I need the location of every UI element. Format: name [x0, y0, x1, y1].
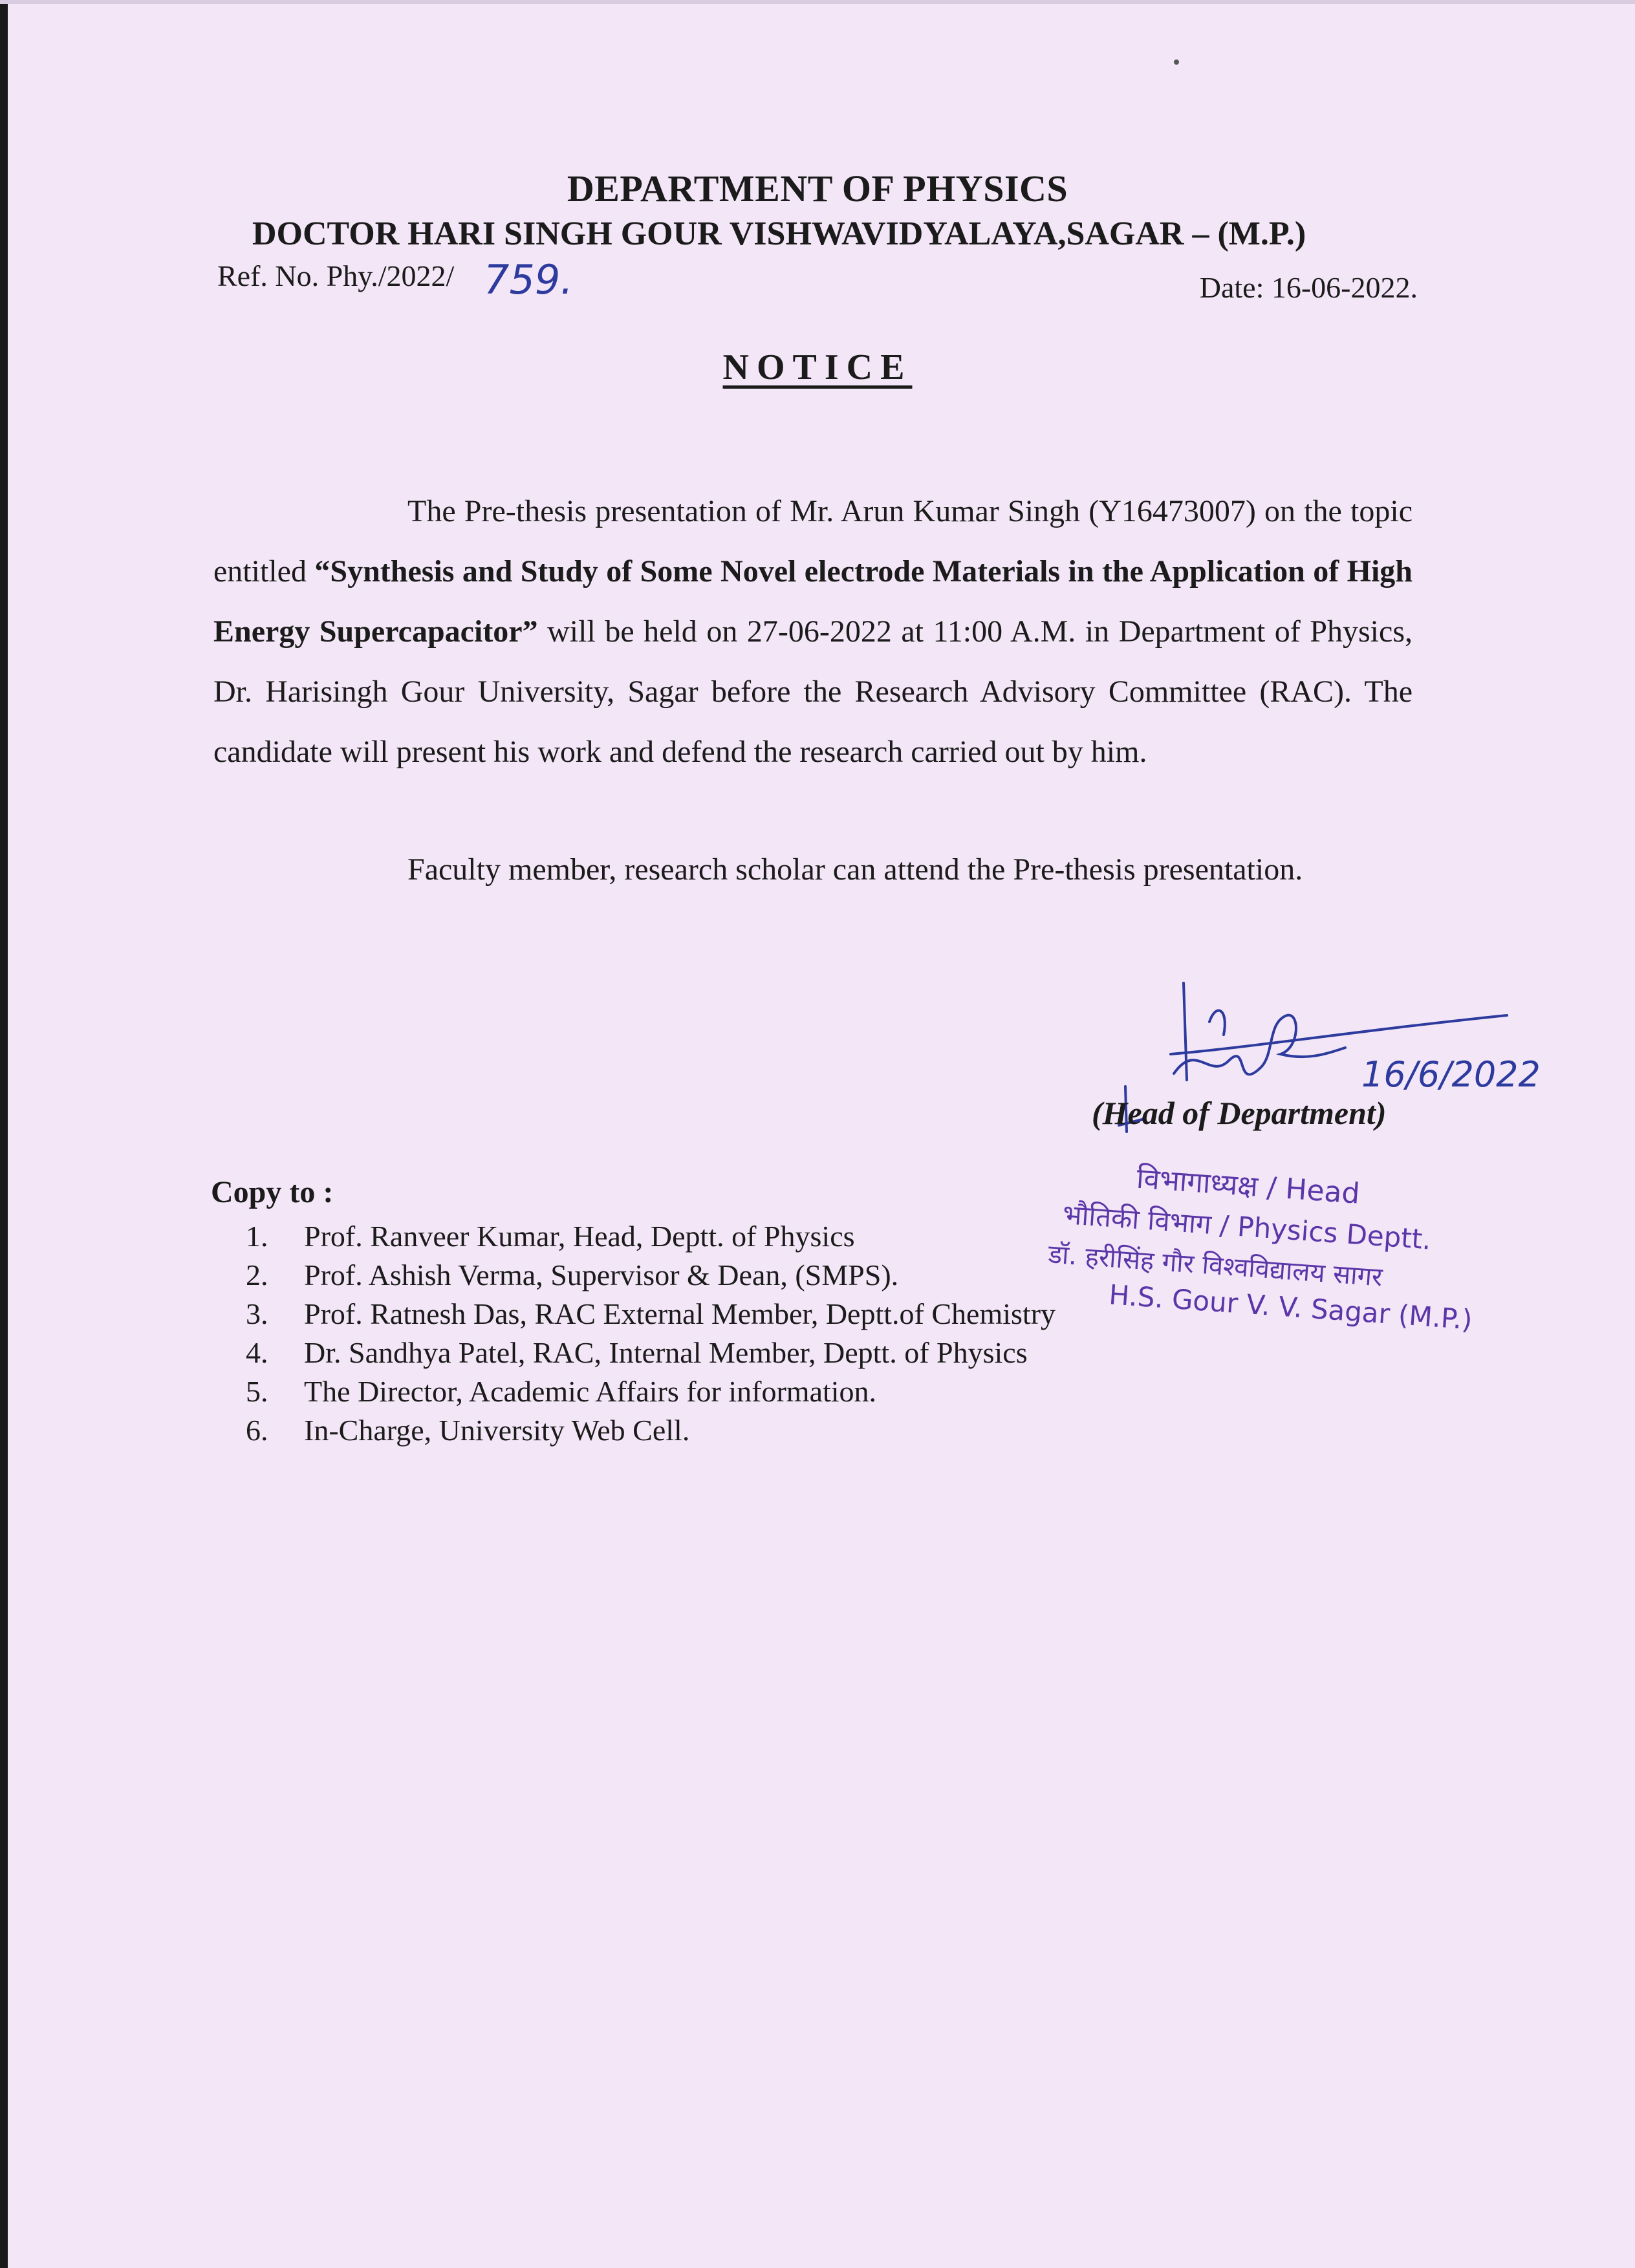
scan-border: [0, 0, 8, 2268]
university-heading: DOCTOR HARI SINGH GOUR VISHWAVIDYALAYA,SAGAR – (M.P.): [252, 215, 1306, 252]
list-item: 4. Dr. Sandhya Patel, RAC, Internal Member, Deptt. of Physics: [246, 1336, 1028, 1369]
list-item: 6. In-Charge, University Web Cell.: [246, 1414, 690, 1447]
stamp-line-1: विभागाध्यक्ष / Head: [1135, 1161, 1361, 1211]
scan-top-border: [0, 0, 1635, 4]
list-item: 1. Prof. Ranveer Kumar, Head, Deptt. of Physics: [246, 1220, 855, 1253]
handwritten-sign-date: 16/6/2022: [1361, 1054, 1541, 1095]
notice-date: Date: 16-06-2022.: [1199, 271, 1418, 304]
copy-to-heading: Copy to :: [211, 1175, 334, 1209]
department-stamp: [1037, 1151, 1473, 1335]
thesis-topic: “Synthesis and Study of Some Novel electrode Materials in the Application of High Energy Supercapacitor”: [213, 554, 1413, 649]
paragraph-1-intro: The Pre-thesis presentation of Mr. Arun Kumar Singh (Y16473007) on the topic entitled: [213, 494, 1413, 589]
stamp-line-2: भौतिकी विभाग / Physics Deptt.: [1061, 1198, 1433, 1256]
reference-label: Ref. No. Phy./2022/: [217, 259, 455, 292]
stamp-line-4: H.S. Gour V. V. Sagar (M.P.): [1108, 1279, 1474, 1336]
scan-speck: [1174, 59, 1179, 65]
notice-title: NOTICE: [722, 347, 913, 387]
copy-to-list: [246, 1217, 1056, 1450]
list-item: 5. The Director, Academic Affairs for information.: [246, 1375, 877, 1408]
list-item: 2. Prof. Ashish Verma, Supervisor & Dean, (SMPS).: [246, 1258, 899, 1291]
list-item: 3. Prof. Ratnesh Das, RAC External Member, Deptt.of Chemistry: [246, 1297, 1056, 1330]
department-heading: DEPARTMENT OF PHYSICS: [567, 167, 1068, 210]
handwritten-reference-number: 759.: [484, 256, 574, 303]
paragraph-1-details: will be held on 27-06-2022 at 11:00 A.M. in Department of Physics, Dr. Harisingh Gour University, Sagar before the Research Advisory Committee (RAC). The candidate will present his work and defend the research carried out by him.: [213, 614, 1413, 769]
notice-paragraph-2: Faculty member, research scholar can attend the Pre-thesis presentation.: [407, 852, 1303, 887]
stamp-line-3: डॉ. हरीसिंह गौर विश्वविद्यालय सागर: [1047, 1239, 1384, 1293]
notice-paragraph-1: [213, 481, 1413, 782]
head-of-department-label: (Head of Department): [1092, 1095, 1387, 1131]
